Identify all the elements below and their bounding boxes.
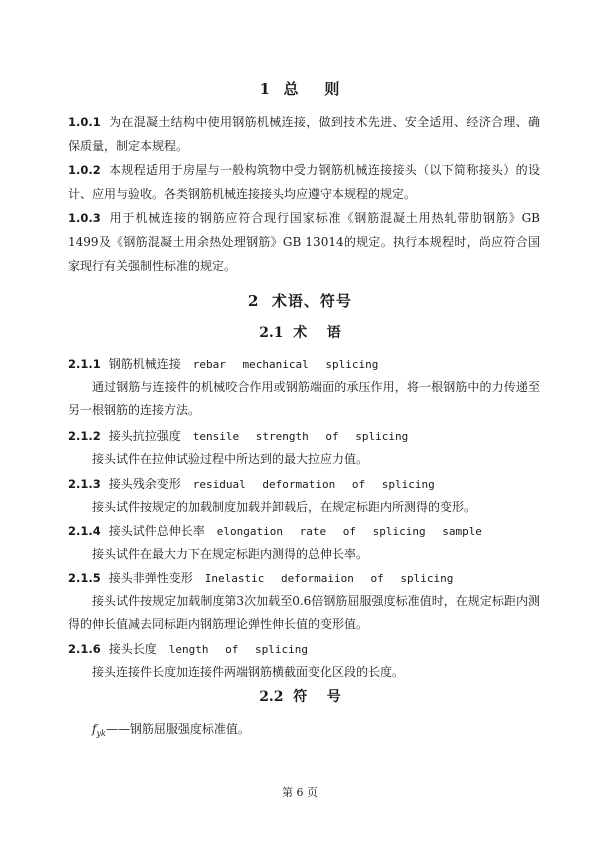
page-number: 第 6 页 xyxy=(282,786,318,799)
term-definition: 接头试件按规定的加载制度加载并卸载后，在规定标距内所测得的变形。 xyxy=(92,500,477,514)
term-heading xyxy=(68,638,548,661)
term-heading xyxy=(68,520,548,543)
term-zh: 接头抗拉强度 xyxy=(108,429,181,443)
term-en: length of splicing xyxy=(168,643,308,656)
chapter-2-title: 2 术语、符号 xyxy=(248,292,352,310)
term-zh: 钢筋机械连接 xyxy=(108,357,181,371)
term-en: Inelastic deformaiion of splicing xyxy=(204,572,454,585)
term-heading xyxy=(68,473,548,496)
term-number: 2.1.2 xyxy=(68,429,101,443)
term-number: 2.1.4 xyxy=(68,524,101,538)
term-definition: 接头试件按规定加载制度第3次加载至0.6倍钢筋屈服强度标准值时，在规定标距内测得的伸长值减去同标距内钢筋理论弹性伸长值的变形值。 xyxy=(68,594,540,631)
term-en: residual deformation of splicing xyxy=(192,478,435,491)
clause-1-0-2 xyxy=(68,158,540,206)
section-symbols-title: 2.2 符 号 xyxy=(259,689,341,705)
chapter-1-title: 1 总 则 xyxy=(259,80,341,98)
symbol: f xyxy=(92,722,97,736)
term-definition: 接头试件在拉伸试验过程中所达到的最大拉应力值。 xyxy=(92,452,369,466)
term-number: 2.1.3 xyxy=(68,477,101,491)
term-zh: 接头残余变形 xyxy=(108,477,181,491)
term-en: rebar mechanical splicing xyxy=(192,358,379,371)
term-definition: 接头连接件长度加连接件两端钢筋横截面变化区段的长度。 xyxy=(92,665,405,679)
clause-text: 用于机械连接的钢筋应符合现行国家标准《钢筋混凝土用热轧带肋钢筋》GB 1499及《钢筋混凝土用余热处理钢筋》GB 13014的规定。执行本规程时，尚应符合国家现行有关强制性标准的规定。 xyxy=(68,211,540,273)
term-definition: 通过钢筋与连接件的机械咬合作用或钢筋端面的承压作用，将一根钢筋中的力传递至另一根钢筋的连接方法。 xyxy=(68,380,540,417)
symbol-description: ——钢筋屈服强度标准值。 xyxy=(105,722,250,736)
term-en: elongation rate of splicing sample xyxy=(216,525,482,538)
term-zh: 接头非弹性变形 xyxy=(108,571,193,585)
term-en: tensile strength of splicing xyxy=(192,430,409,443)
clause-1-0-1 xyxy=(68,110,540,158)
section-terms-title: 2.1 术 语 xyxy=(259,325,341,341)
term-definition: 接头试件在最大力下在规定标距内测得的总伸长率。 xyxy=(92,547,369,561)
term-number: 2.1.6 xyxy=(68,642,101,656)
symbol-entry xyxy=(92,718,250,745)
term-zh: 接头长度 xyxy=(108,642,157,656)
clause-number: 1.0.1 xyxy=(68,115,101,129)
term-number: 2.1.5 xyxy=(68,571,101,585)
term-heading xyxy=(68,353,548,376)
term-heading xyxy=(68,425,548,448)
clause-number: 1.0.2 xyxy=(68,163,101,177)
term-heading xyxy=(68,567,548,590)
term-number: 2.1.1 xyxy=(68,357,101,371)
clause-1-0-3 xyxy=(68,206,540,278)
clause-number: 1.0.3 xyxy=(68,211,101,225)
term-zh: 接头试件总伸长率 xyxy=(108,524,205,538)
clause-text: 为在混凝土结构中使用钢筋机械连接，做到技术先进、安全适用、经济合理、确保质量，制定本规程。 xyxy=(68,115,540,153)
clause-text: 本规程适用于房屋与一般构筑物中受力钢筋机械连接接头（以下简称接头）的设计、应用与验收。各类钢筋机械连接接头均应遵守本规程的规定。 xyxy=(68,163,540,201)
symbol-subscript: yk xyxy=(96,729,106,738)
